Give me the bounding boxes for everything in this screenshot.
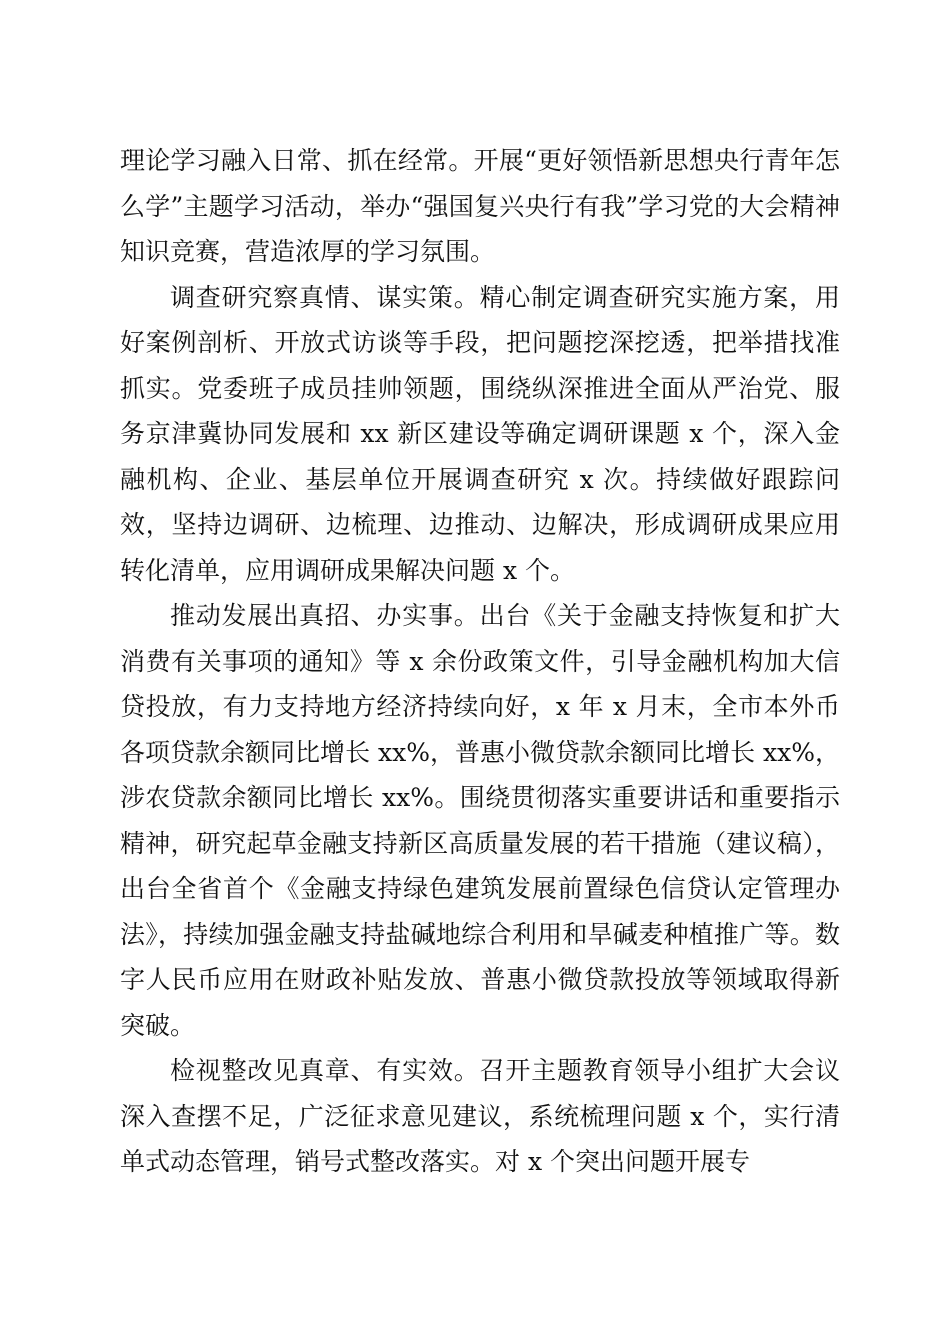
paragraph-development: 推动发展出真招、办实事。出台《关于金融支持恢复和扩大消费有关事项的通知》等 x 余份政策文件，引导金融机构加大信贷投放，有力支持地方经济持续向好，x 年 x 月末，全市本外币各项贷款余额同比增长 xx%，普惠小微贷款余额同比增长 xx%，涉农贷款余额同比增长 xx%。围绕贯彻落实重要讲话和重要指示精神，研究起草金融支持新区高质量发展的若干措施（建议稿），出台全省首个《金融支持绿色建筑发展前置绿色信贷认定管理办法》，持续加强金融支持盐碱地综合利用和旱碱麦种植推广等。数字人民币应用在财政补贴发放、普惠小微贷款投放等领域取得新突破。 xyxy=(120,601,840,1040)
paragraph-rectification: 检视整改见真章、有实效。召开主题教育领导小组扩大会议深入查摆不足，广泛征求意见建议，系统梳理问题 x 个，实行清单式动态管理，销号式整改落实。对 x 个突出问题开展专 xyxy=(120,1056,840,1176)
paragraph-continuation: 理论学习融入日常、抓在经常。开展“更好领悟新思想央行青年怎么学”主题学习活动，举办“强国复兴央行有我”学习党的大会精神知识竞赛，营造浓厚的学习氛围。 xyxy=(120,146,840,266)
paragraph-research: 调查研究察真情、谋实策。精心制定调查研究实施方案，用好案例剖析、开放式访谈等手段，把问题挖深挖透，把举措找准抓实。党委班子成员挂帅领题，围绕纵深推进全面从严治党、服务京津冀协同发展和 xx 新区建设等确定调研课题 x 个，深入金融机构、企业、基层单位开展调查研究 x 次。持续做好跟踪问效，坚持边调研、边梳理、边推动、边解决，形成调研成果应用转化清单，应用调研成果解决问题 x 个。 xyxy=(120,282,840,585)
document-body xyxy=(120,138,840,1185)
